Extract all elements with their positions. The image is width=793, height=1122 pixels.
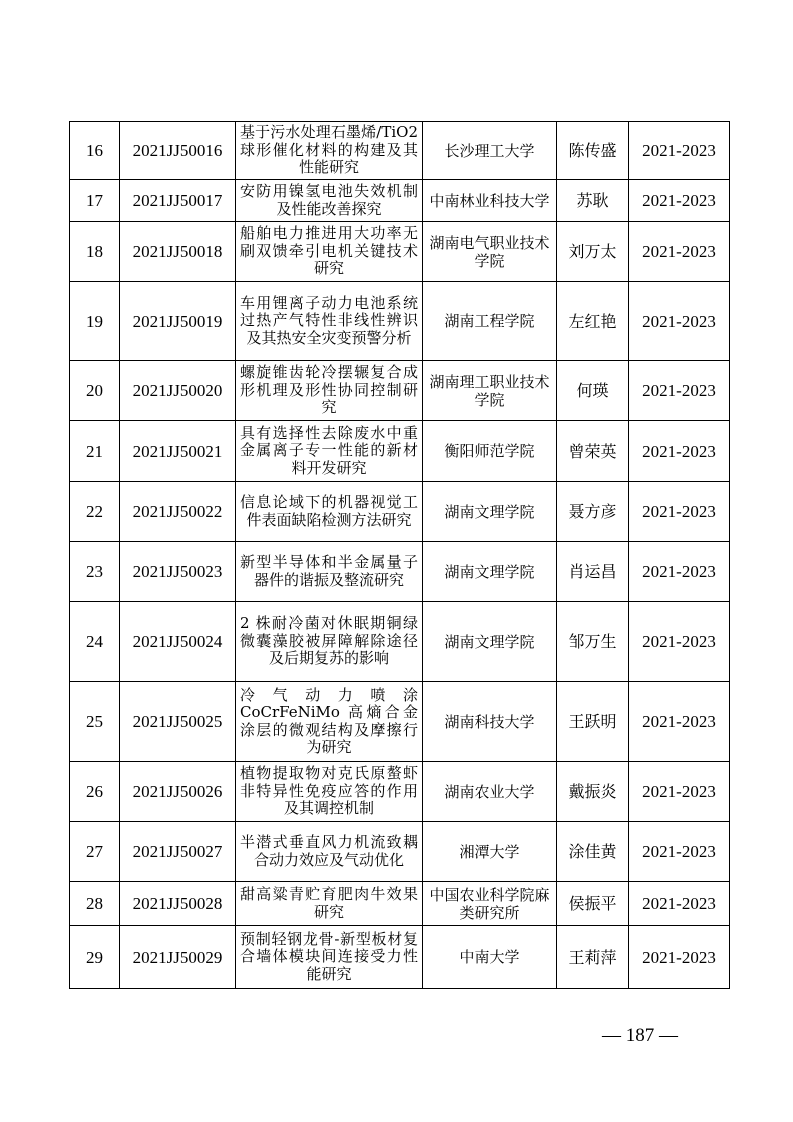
project-leader: 陈传盛 — [557, 122, 629, 180]
project-title: 车用锂离子动力电池系统过热产气特性非线性辨识及其热安全灾变预警分析 — [236, 282, 423, 361]
table-row — [70, 602, 730, 682]
institution: 湖南农业大学 — [423, 762, 557, 822]
project-title: 甜高粱青贮育肥肉牛效果研究 — [236, 882, 423, 926]
institution: 中南大学 — [423, 926, 557, 989]
institution: 长沙理工大学 — [423, 122, 557, 180]
row-number: 19 — [70, 282, 120, 361]
project-code: 2021JJ50028 — [120, 882, 236, 926]
project-period: 2021-2023 — [629, 482, 730, 542]
project-code: 2021JJ50022 — [120, 482, 236, 542]
project-title: 基于污水处理石墨烯/TiO2 球形催化材料的构建及其性能研究 — [236, 122, 423, 180]
institution: 湖南文理学院 — [423, 542, 557, 602]
project-code: 2021JJ50017 — [120, 180, 236, 222]
project-period: 2021-2023 — [629, 361, 730, 421]
project-leader: 邹万生 — [557, 602, 629, 682]
project-leader: 何瑛 — [557, 361, 629, 421]
table-row — [70, 282, 730, 361]
institution: 中南林业科技大学 — [423, 180, 557, 222]
project-leader: 肖运昌 — [557, 542, 629, 602]
project-period: 2021-2023 — [629, 282, 730, 361]
project-leader: 苏耿 — [557, 180, 629, 222]
project-title: 具有选择性去除废水中重金属离子专一性能的新材料开发研究 — [236, 421, 423, 482]
project-period: 2021-2023 — [629, 180, 730, 222]
project-code: 2021JJ50027 — [120, 822, 236, 882]
project-code: 2021JJ50029 — [120, 926, 236, 989]
project-code: 2021JJ50019 — [120, 282, 236, 361]
table-row — [70, 180, 730, 222]
project-code: 2021JJ50018 — [120, 222, 236, 282]
row-number: 21 — [70, 421, 120, 482]
table-row — [70, 542, 730, 602]
row-number: 18 — [70, 222, 120, 282]
project-table — [69, 121, 730, 989]
table-row — [70, 762, 730, 822]
project-leader: 左红艳 — [557, 282, 629, 361]
project-leader: 戴振炎 — [557, 762, 629, 822]
project-period: 2021-2023 — [629, 542, 730, 602]
project-period: 2021-2023 — [629, 762, 730, 822]
project-title: 螺旋锥齿轮冷摆辗复合成形机理及形性协同控制研究 — [236, 361, 423, 421]
row-number: 20 — [70, 361, 120, 421]
institution: 湖南文理学院 — [423, 482, 557, 542]
table-row — [70, 482, 730, 542]
table-row — [70, 682, 730, 762]
row-number: 28 — [70, 882, 120, 926]
project-title: 信息论域下的机器视觉工件表面缺陷检测方法研究 — [236, 482, 423, 542]
project-period: 2021-2023 — [629, 421, 730, 482]
institution: 衡阳师范学院 — [423, 421, 557, 482]
project-code: 2021JJ50025 — [120, 682, 236, 762]
institution: 湖南工程学院 — [423, 282, 557, 361]
row-number: 25 — [70, 682, 120, 762]
table-row — [70, 361, 730, 421]
project-title: 船舶电力推进用大功率无刷双馈牵引电机关键技术研究 — [236, 222, 423, 282]
table-row — [70, 222, 730, 282]
project-leader: 聂方彦 — [557, 482, 629, 542]
row-number: 23 — [70, 542, 120, 602]
page-number: — 187 — — [602, 1025, 678, 1046]
institution: 湖南文理学院 — [423, 602, 557, 682]
institution: 中国农业科学院麻类研究所 — [423, 882, 557, 926]
project-title: 新型半导体和半金属量子器件的谐振及整流研究 — [236, 542, 423, 602]
table-body — [70, 122, 730, 989]
project-leader: 王莉萍 — [557, 926, 629, 989]
project-leader: 曾荣英 — [557, 421, 629, 482]
project-code: 2021JJ50023 — [120, 542, 236, 602]
institution: 湖南电气职业技术学院 — [423, 222, 557, 282]
project-title: 冷气动力喷涂 CoCrFeNiMo 高熵合金涂层的微观结构及摩擦行为研究 — [236, 682, 423, 762]
table-row — [70, 122, 730, 180]
project-leader: 涂佳黄 — [557, 822, 629, 882]
row-number: 16 — [70, 122, 120, 180]
row-number: 29 — [70, 926, 120, 989]
project-code: 2021JJ50020 — [120, 361, 236, 421]
project-leader: 刘万太 — [557, 222, 629, 282]
row-number: 24 — [70, 602, 120, 682]
project-period: 2021-2023 — [629, 602, 730, 682]
table-row — [70, 926, 730, 989]
project-period: 2021-2023 — [629, 882, 730, 926]
project-period: 2021-2023 — [629, 822, 730, 882]
project-code: 2021JJ50016 — [120, 122, 236, 180]
project-code: 2021JJ50021 — [120, 421, 236, 482]
project-title: 植物提取物对克氏原螯虾非特异性免疫应答的作用及其调控机制 — [236, 762, 423, 822]
project-period: 2021-2023 — [629, 122, 730, 180]
table-row — [70, 882, 730, 926]
project-leader: 王跃明 — [557, 682, 629, 762]
project-title: 半潜式垂直风力机流致耦合动力效应及气动优化 — [236, 822, 423, 882]
project-period: 2021-2023 — [629, 222, 730, 282]
project-code: 2021JJ50026 — [120, 762, 236, 822]
project-leader: 侯振平 — [557, 882, 629, 926]
institution: 湘潭大学 — [423, 822, 557, 882]
project-title: 预制轻钢龙骨-新型板材复合墙体模块间连接受力性能研究 — [236, 926, 423, 989]
project-title: 2 株耐冷菌对休眠期铜绿微囊藻胶被屏障解除途径及后期复苏的影响 — [236, 602, 423, 682]
project-code: 2021JJ50024 — [120, 602, 236, 682]
institution: 湖南理工职业技术学院 — [423, 361, 557, 421]
row-number: 17 — [70, 180, 120, 222]
project-title: 安防用镍氢电池失效机制及性能改善探究 — [236, 180, 423, 222]
table-row — [70, 822, 730, 882]
row-number: 27 — [70, 822, 120, 882]
project-period: 2021-2023 — [629, 682, 730, 762]
table-row — [70, 421, 730, 482]
row-number: 26 — [70, 762, 120, 822]
row-number: 22 — [70, 482, 120, 542]
institution: 湖南科技大学 — [423, 682, 557, 762]
project-period: 2021-2023 — [629, 926, 730, 989]
